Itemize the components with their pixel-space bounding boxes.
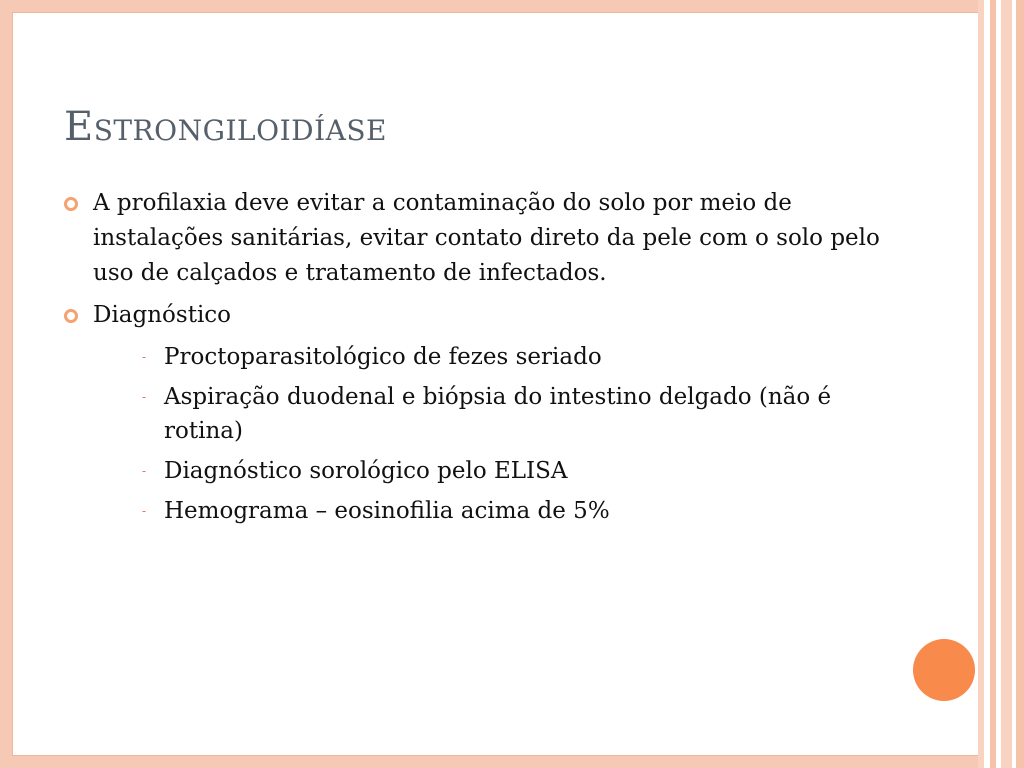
right-stripe	[1001, 0, 1012, 768]
bullet-text: Diagnóstico	[93, 302, 232, 328]
sub-bullet-text: Proctoparasitológico de fezes seriado	[164, 344, 602, 370]
sub-bullet-text: Hemograma – eosinofilia acima de 5%	[164, 498, 610, 524]
dash-bullet-icon: -	[142, 464, 147, 478]
sub-bullet-text: Aspiração duodenal e biópsia do intestino delgado (não é rotina)	[164, 384, 832, 444]
right-stripe	[1016, 0, 1024, 768]
sub-bullet-item	[64, 494, 884, 528]
ring-bullet-icon	[64, 309, 78, 323]
dash-bullet-icon: -	[142, 504, 147, 518]
dash-bullet-icon: -	[142, 390, 147, 404]
frame-top	[0, 0, 980, 12]
frame-left	[0, 0, 12, 768]
bullet-item	[64, 186, 884, 291]
ring-bullet-icon	[64, 197, 78, 211]
sub-bullet-item	[64, 454, 884, 488]
dash-bullet-icon: -	[142, 350, 147, 364]
orange-circle-icon	[913, 639, 975, 701]
sub-bullet-item	[64, 380, 884, 448]
bullet-text: A profilaxia deve evitar a contaminação do solo por meio de instalações sanitárias, evitar contato direto da pele com o solo pelo uso de calçados e tratamento de infectados.	[93, 190, 880, 286]
slide-title: Estrongiloidíase	[64, 104, 387, 150]
slide-content	[64, 186, 884, 534]
frame-bottom	[0, 756, 980, 768]
sub-bullet-text: Diagnóstico sorológico pelo ELISA	[164, 458, 568, 484]
sub-bullet-item	[64, 340, 884, 374]
bullet-item	[64, 298, 884, 333]
